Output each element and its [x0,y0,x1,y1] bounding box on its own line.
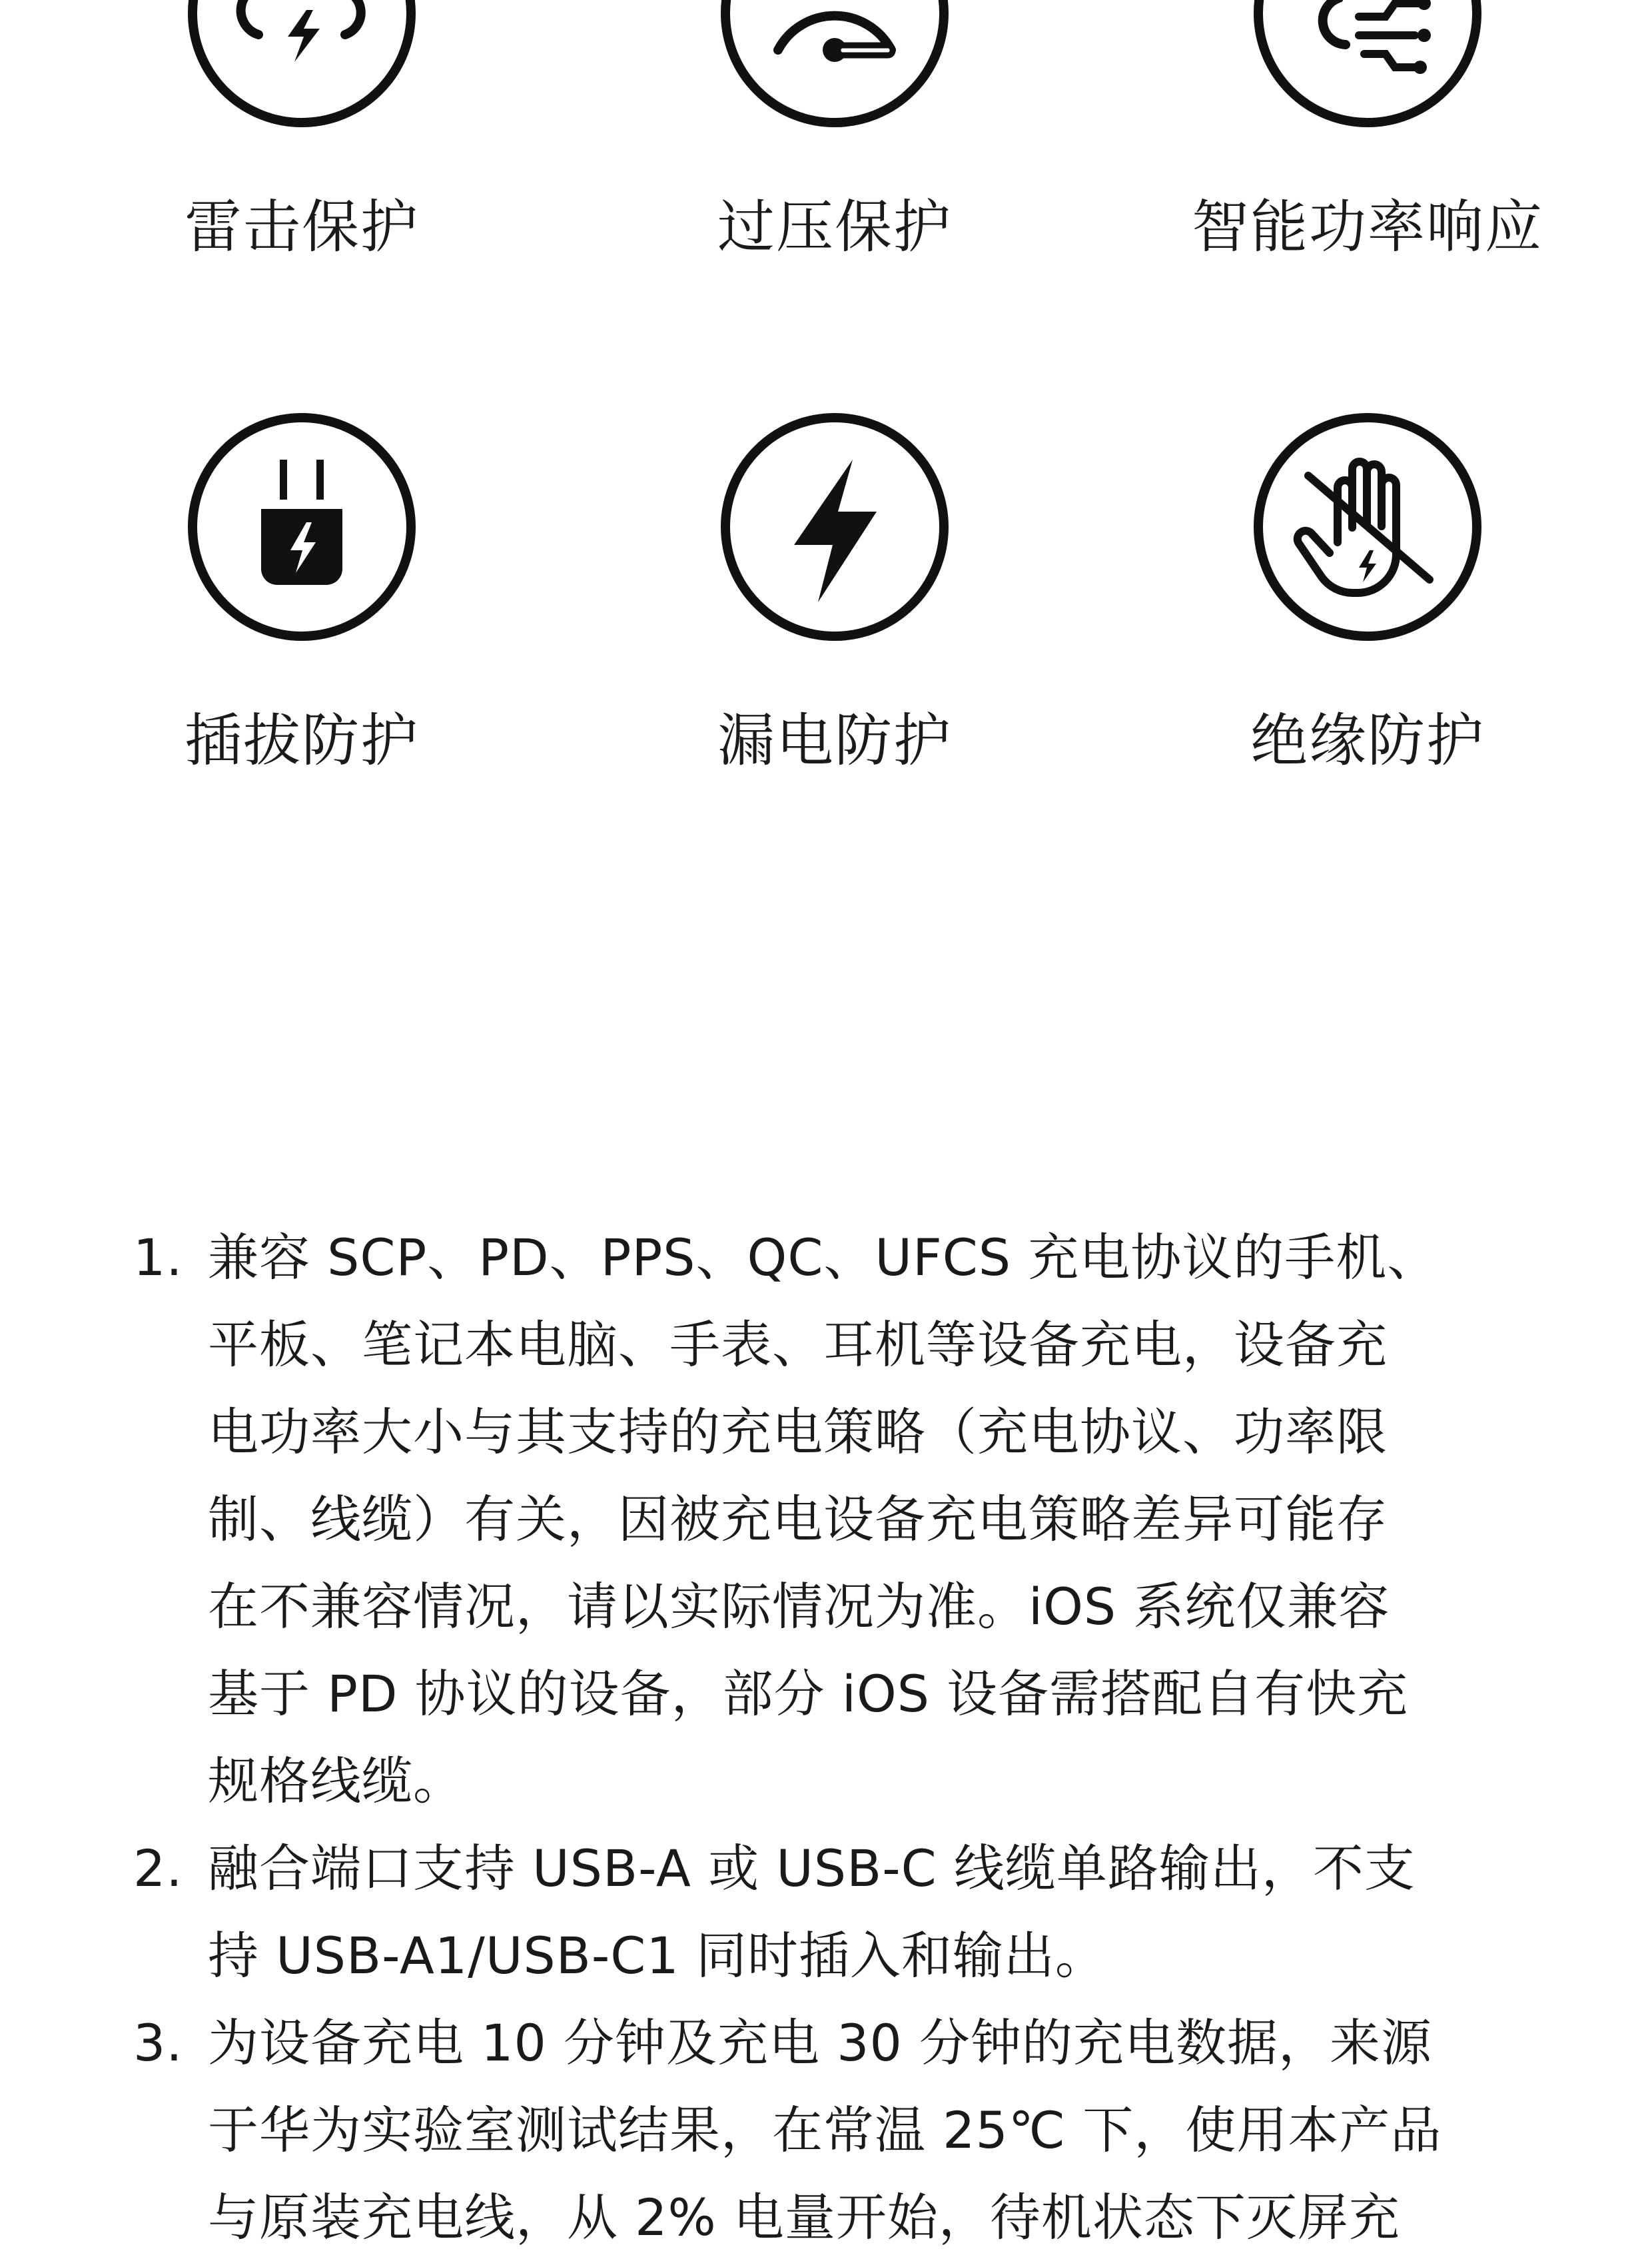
feature-label: 绝缘防护 [1250,707,1485,774]
note-item [133,1214,1519,1825]
notes-list [133,1214,1519,2261]
note-line: 与原装充电线，从 2% 电量开始，待机状态下灭屏充 [208,2188,1400,2247]
note-line: 规格线缆。 [208,1751,464,1811]
bolt-icon [719,412,950,642]
smart-cloud-icon [1252,0,1483,129]
feature-lightning-protection [35,0,568,260]
note-line: 为设备充电 10 分钟及充电 30 分钟的充电数据，来源 [208,2013,1433,2072]
note-line: 基于 PD 协议的设备，部分 iOS 设备需搭配自有快充 [208,1664,1409,1723]
feature-label: 漏电防护 [717,707,952,774]
feature-plug-protection [35,412,568,774]
note-number: 2. [133,1839,183,1898]
note-item [133,1825,1519,1999]
note-line: 电功率大小与其支持的充电策略（充电协议、功率限 [208,1402,1388,1462]
feature-label: 过压保护 [717,194,952,260]
note-line: 融合端口支持 USB-A 或 USB-C 线缆单路输出，不支 [208,1839,1416,1898]
feature-overvoltage-protection [568,0,1101,260]
note-line: 制、线缆）有关，因被充电设备充电策略差异可能存 [208,1490,1388,1549]
note-line: 平板、笔记本电脑、手表、耳机等设备充电，设备充 [208,1315,1388,1374]
no-touch-hand-icon [1252,412,1483,642]
feature-leakage-protection [568,412,1101,774]
note-item [133,1999,1519,2261]
feature-smart-power-response [1101,0,1634,260]
note-line: 在不兼容情况，请以实际情况为准。iOS 系统仅兼容 [208,1577,1390,1636]
note-number: 1. [133,1228,183,1287]
note-line: 兼容 SCP、PD、PPS、QC、UFCS 充电协议的手机、 [208,1228,1439,1287]
feature-label: 智能功率响应 [1192,194,1543,260]
feature-insulation-protection [1101,412,1634,774]
feature-label: 雷击保护 [185,194,419,260]
plug-icon [187,412,417,642]
gauge-icon [719,0,950,129]
note-line: 持 USB-A1/USB-C1 同时插入和输出。 [208,1926,1106,1985]
note-number: 3. [133,2013,183,2072]
feature-label: 插拔防护 [185,707,419,774]
note-line: 于华为实验室测试结果，在常温 25℃ 下，使用本产品 [208,2100,1442,2160]
lightning-cloud-icon [187,0,417,129]
